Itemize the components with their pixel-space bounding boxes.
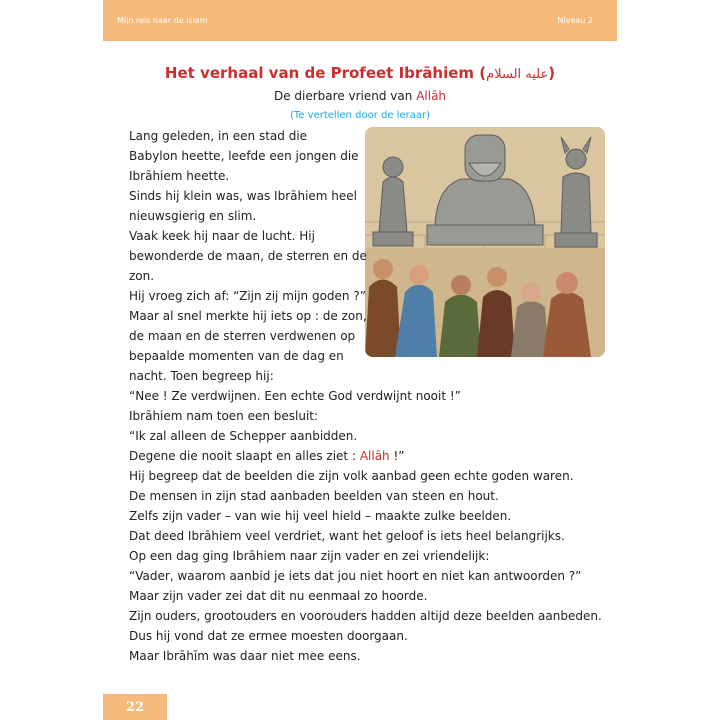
story-line: nieuwsgierig en slim. [129,209,257,223]
story-line: Dat deed Ibrāhiem veel verdriet, want het geloof is iets heel belangrijks. [129,529,565,543]
story-text [129,126,609,666]
story-line: Sinds hij klein was, was Ibrāhiem heel [129,189,358,203]
story-line: Vaak keek hij naar de lucht. Hij [129,229,315,243]
title-paren-close: ) [548,64,556,82]
title-paren-open: ( [479,64,487,82]
story-line: De mensen in zijn stad aanbaden beelden van steen en hout. [129,489,499,503]
story-line: Lang geleden, in een stad die [129,129,308,143]
story-line: Babylon heette, leefde een jongen die [129,149,359,163]
teacher-note: (Te vertellen door de leraar) [290,110,430,121]
line-allah-pre: Degene die nooit slaapt en alles ziet : [129,449,360,463]
subtitle-allah: Allāh [416,89,447,103]
story-line: Maar al snel merkte hij iets op : de zon, [129,309,367,323]
story-line-allah [129,446,609,466]
story-line: de maan en de sterren verdwenen op [129,329,356,343]
page-subtitle [103,89,617,103]
page-number: 22 [103,694,167,720]
story-line: Hij vroeg zich af: “Zijn zij mijn goden ?” [129,289,366,303]
story-line: Hij begreep dat de beelden die zijn volk aanbad geen echte goden waren. [129,469,574,483]
story-line: Op een dag ging Ibrāhiem naar zijn vader en zei vriendelijk: [129,549,490,563]
story-line: Maar zijn vader zei dat dit nu eenmaal zo hoorde. [129,589,428,603]
story-line: zon. [129,269,155,283]
story-line: Zelfs zijn vader – van wie hij veel hield – maakte zulke beelden. [129,509,512,523]
story-line: Ibrāhiem nam toen een besluit: [129,409,319,423]
story-line: “Ik zal alleen de Schepper aanbidden. [129,429,358,443]
story-line: bewonderde de maan, de sterren en de [129,249,367,263]
story-line: nacht. Toen begreep hij: [129,369,274,383]
story-line: “Nee ! Ze verdwijnen. Een echte God verdwijnt nooit !” [129,389,461,403]
title-arabic: عليه السلام [486,67,549,82]
line-allah-name: Allāh [359,449,390,463]
book-title: Mijn reis naar de islam [117,16,208,25]
level-label: Niveau 2 [557,16,593,25]
line-allah-post: !” [389,449,405,463]
story-line: “Vader, waarom aanbid je iets dat jou niet hoort en niet kan antwoorden ?” [129,569,582,583]
page-header [103,0,617,41]
story-line: Zijn ouders, grootouders en voorouders hadden altijd deze beelden aanbeden. [129,609,602,623]
page-title [103,64,617,82]
story-line: Dus hij vond dat ze ermee moesten doorgaan. [129,629,408,643]
story-line: Ibrāhiem heette. [129,169,230,183]
title-main: Het verhaal van de Profeet Ibrāhiem [164,64,475,82]
subtitle-text: De dierbare vriend van [273,89,417,103]
story-line: Maar Ibrāhīm was daar niet mee eens. [129,649,361,663]
story-line: bepaalde momenten van de dag en [129,349,344,363]
